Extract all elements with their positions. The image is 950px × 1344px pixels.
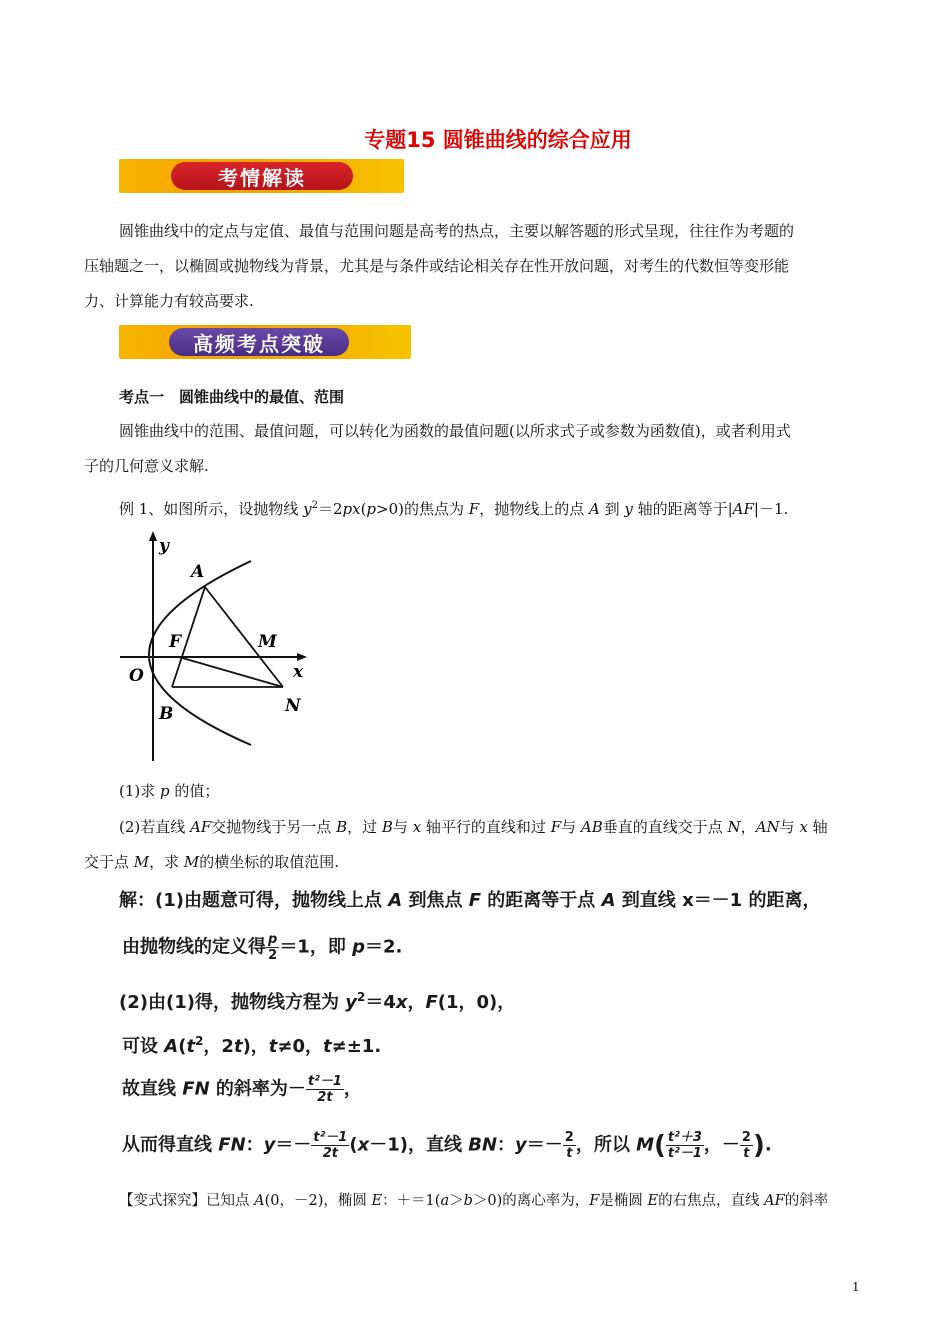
fraction-m-x <box>666 1130 704 1161</box>
math-var: F <box>468 500 480 518</box>
paren-right: ) <box>752 1130 765 1161</box>
example-text: 例 1、如图所示，设抛物线 <box>119 500 304 518</box>
sol-text: ( <box>178 1036 187 1057</box>
q-text: 与 <box>392 818 413 836</box>
math-var: p <box>366 500 377 518</box>
frac-num: p <box>268 932 278 947</box>
question-1 <box>119 774 219 809</box>
sol-text: 的距离等于点 <box>481 890 602 911</box>
fraction-2-over-t <box>563 1130 576 1161</box>
paren-left: ( <box>654 1130 666 1161</box>
sol-text: (1，0)， <box>437 992 516 1013</box>
sol-text: ，所以 <box>575 1134 637 1156</box>
solution-line-3 <box>119 988 515 1014</box>
point1-description <box>84 414 879 484</box>
math-exp: 2 <box>311 500 318 511</box>
frac-den: t <box>743 1146 750 1161</box>
example-text: 轴的距离等于| <box>632 500 733 518</box>
math-var: b <box>463 1193 473 1209</box>
math-var: t <box>233 1036 243 1057</box>
page-number: 1 <box>852 1280 860 1294</box>
math-var: A <box>388 890 403 911</box>
sol-text: ： <box>497 1134 516 1156</box>
banner-high-frequency <box>119 325 411 359</box>
label-A: A <box>191 562 205 582</box>
sol-text: ， <box>343 1078 362 1100</box>
math-var: x <box>412 818 422 836</box>
variant-text: ：＋＝1( <box>382 1193 441 1209</box>
math-var: N <box>727 818 741 836</box>
sol-text: ，－ <box>703 1134 740 1156</box>
example-text: ( <box>360 500 367 518</box>
frac-den: 2 <box>268 948 278 963</box>
frac-num: 2 <box>564 1130 574 1145</box>
variant-text: 的右焦点，直线 <box>658 1193 765 1209</box>
math-var: AF <box>764 1193 785 1209</box>
q-text: ，过 <box>347 818 382 836</box>
math-var: y <box>515 1134 527 1156</box>
label-B: B <box>159 704 174 724</box>
sol-text: . <box>764 1134 772 1156</box>
variant-text: (0，－2)，椭圆 <box>264 1193 372 1209</box>
math-var: AF <box>732 500 754 518</box>
math-var: y <box>303 500 312 518</box>
example-1-statement <box>119 488 879 527</box>
point1-desc-line-1: 圆锥曲线中的范围、最值问题，可以转化为函数的最值问题(以所求式子或参数为函数值)，或者利用式 <box>119 422 791 440</box>
sol-text: 可设 <box>122 1036 165 1057</box>
solution-line-1 <box>119 886 820 912</box>
q-text: 垂直的直线交于点 <box>602 818 728 836</box>
variant-exploration <box>119 1184 879 1219</box>
intro-line-1: 圆锥曲线中的定点与定值、最值与范围问题是高考的热点，主要以解答题的形式呈现，往往作为考题的 <box>119 222 795 240</box>
math-var: A <box>588 500 600 518</box>
sol-text: 故直线 <box>122 1078 183 1100</box>
math-var: p <box>160 782 170 800</box>
math-var: AN <box>755 818 780 836</box>
example-text: |－1. <box>753 500 789 518</box>
sol-text: ： <box>245 1134 264 1156</box>
intro-line-3: 力、计算能力有较高要求. <box>84 292 254 310</box>
sol-text: ＝2. <box>365 936 403 958</box>
math-var: E <box>647 1193 659 1209</box>
math-var: x <box>395 992 408 1013</box>
frac-num: t²＋3 <box>667 1130 702 1145</box>
sol-text: ＝－ <box>275 1134 312 1156</box>
frac-num: t²－1 <box>307 1074 342 1089</box>
frac-den: 2t <box>317 1090 333 1105</box>
frac-den: 2t <box>322 1146 338 1161</box>
example-text: 到 <box>599 500 625 518</box>
frac-den: t <box>566 1146 573 1161</box>
math-var: F <box>425 992 438 1013</box>
sol-text: )， <box>242 1036 269 1057</box>
frac-num: 2 <box>741 1130 751 1145</box>
q-text: 轴平行的直线和过 <box>421 818 551 836</box>
point1-desc-line-2: 子的几何意义求解. <box>84 457 209 475</box>
label-x: x <box>293 662 304 682</box>
q-text: 交抛物线于另一点 <box>211 818 337 836</box>
math-var: A <box>254 1193 265 1209</box>
math-var: F <box>468 890 482 911</box>
variant-text: 的斜率 <box>784 1193 829 1209</box>
math-var: a <box>440 1193 450 1209</box>
q-text: 的横坐标的取值范围. <box>199 853 340 871</box>
q-text: 与 <box>561 818 581 836</box>
math-var: px <box>342 500 361 518</box>
sol-text: 到焦点 <box>402 890 469 911</box>
math-var: p <box>352 936 365 958</box>
math-exp: 2 <box>195 1034 204 1048</box>
math-var: E <box>371 1193 383 1209</box>
math-var: x <box>357 1134 370 1156</box>
solution-line-5 <box>122 1074 362 1105</box>
math-var: t <box>323 1036 332 1057</box>
sol-text: 到直线 <box>615 890 683 911</box>
fraction-m-y <box>740 1130 753 1161</box>
sol-text: 由抛物线的定义得 <box>122 936 266 958</box>
q-text: (1)求 <box>119 782 161 800</box>
math-var: F <box>550 818 562 836</box>
math-var: t <box>186 1036 196 1057</box>
question-2 <box>84 810 879 880</box>
math-var: BN <box>468 1134 498 1156</box>
math-var: M <box>133 853 150 871</box>
sol-text: 解：(1)由题意可得，抛物线上点 <box>119 890 389 911</box>
banner-exam-analysis-label: 考情解读 <box>171 162 353 190</box>
q-text: 交于点 <box>84 853 134 871</box>
variant-text: ＞ <box>449 1193 464 1209</box>
example-text: ，抛物线上的点 <box>479 500 589 518</box>
q-text: ， <box>740 818 756 836</box>
variant-text: 是椭圆 <box>599 1193 648 1209</box>
q-text: ，求 <box>149 853 184 871</box>
math-var: x <box>799 818 808 836</box>
math-var: B <box>381 818 393 836</box>
q-text: 轴 <box>807 818 828 836</box>
fraction-p-over-2 <box>266 932 279 963</box>
math-var: x <box>682 890 694 911</box>
example-text: ＝2 <box>317 500 343 518</box>
sol-text: ≠±1. <box>331 1036 382 1057</box>
math-var: FN <box>218 1134 246 1156</box>
label-M: M <box>258 632 277 652</box>
math-var: A <box>164 1036 179 1057</box>
sol-text: ＝1，即 <box>279 936 353 958</box>
banner-high-frequency-label: 高频考点突破 <box>169 328 349 356</box>
math-var: AB <box>580 818 603 836</box>
math-exp: 2 <box>356 990 366 1004</box>
sol-text: 的斜率为－ <box>209 1078 306 1100</box>
intro-line-2: 压轴题之一，以椭圆或抛物线为背景，尤其是与条件或结论相关存在性开放问题，对考生的代数恒等变形能 <box>84 257 790 275</box>
fraction-slope <box>306 1074 344 1105</box>
math-var: AF <box>190 818 212 836</box>
frac-den: t²－1 <box>667 1146 702 1161</box>
math-var: FN <box>182 1078 210 1100</box>
sol-text: ( <box>349 1134 358 1156</box>
solution-line-4 <box>122 1032 381 1058</box>
y-axis-arrow <box>149 531 157 541</box>
example-text: >0)的焦点为 <box>376 500 469 518</box>
sol-text: ＝4 <box>365 992 396 1013</box>
sol-text: (2)由(1)得，抛物线方程为 <box>119 992 346 1013</box>
variant-text: 【变式探究】已知点 <box>119 1193 255 1209</box>
sol-text: －1)，直线 <box>369 1134 469 1156</box>
x-axis-arrow <box>297 653 307 661</box>
math-var: y <box>263 1134 276 1156</box>
sol-text: ， <box>407 992 426 1013</box>
parabola-figure <box>115 525 315 765</box>
sol-text: ≠0， <box>277 1036 324 1057</box>
math-var: F <box>589 1193 600 1209</box>
label-F: F <box>169 632 182 652</box>
point1-heading: 考点一 圆锥曲线中的最值、范围 <box>119 388 345 406</box>
math-var: y <box>624 500 633 518</box>
q-text: 的值； <box>169 782 220 800</box>
label-N: N <box>285 696 301 716</box>
label-O: O <box>129 666 144 686</box>
math-var: M <box>636 1134 655 1156</box>
frac-num: t²－1 <box>313 1130 348 1145</box>
q-text: 与 <box>779 818 800 836</box>
math-var: y <box>345 992 357 1013</box>
q-text: (2)若直线 <box>119 818 191 836</box>
label-y: y <box>159 536 169 556</box>
math-var: t <box>268 1036 278 1057</box>
math-var: M <box>183 853 200 871</box>
sol-text: ＝－1 的距离， <box>693 890 821 911</box>
sol-text: 从而得直线 <box>122 1134 219 1156</box>
math-var: B <box>336 818 348 836</box>
math-var: A <box>601 890 616 911</box>
variant-text: ＞0)的离心率为， <box>472 1193 590 1209</box>
page-title: 专题15 圆锥曲线的综合应用 <box>364 128 632 152</box>
solution-line-2 <box>122 932 402 963</box>
banner-exam-analysis <box>119 159 404 193</box>
segment-FN <box>179 657 283 687</box>
solution-line-6 <box>122 1130 772 1161</box>
sol-text: ＝－ <box>526 1134 563 1156</box>
sol-text: ，2 <box>203 1036 234 1057</box>
fraction-fn-slope <box>311 1130 349 1161</box>
intro-paragraph <box>84 214 879 319</box>
